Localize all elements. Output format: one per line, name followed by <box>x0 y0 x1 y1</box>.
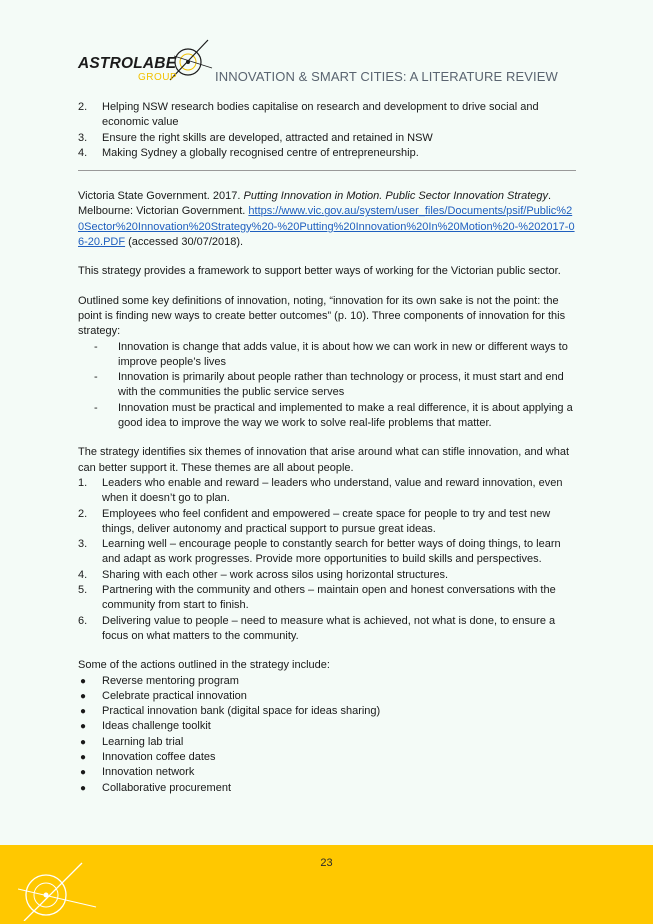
list-dash: - <box>94 401 98 414</box>
paragraph-definitions: Outlined some key definitions of innovation, noting, “innovation for its own sake is not the point: the point is finding new ways to create better outcomes” (p. 10). Three components of innovation for this strategy: <box>78 294 566 338</box>
list-item <box>78 781 578 796</box>
list-number: 2. <box>78 507 88 520</box>
list-item <box>94 370 578 401</box>
list-item <box>78 750 578 765</box>
list-item <box>78 735 578 750</box>
bullet-icon: ● <box>80 736 87 748</box>
list-item <box>78 674 578 689</box>
list-item-text: Making Sydney a globally recognised centre of entrepreneurship. <box>102 146 419 159</box>
list-item <box>94 401 578 432</box>
page-footer <box>0 845 653 924</box>
list-item <box>78 568 578 583</box>
nsw-priorities-list <box>78 100 578 161</box>
list-item-text: Delivering value to people – need to measure what is achieved, not what is done, to ensure a focus on what matters to the community. <box>102 614 556 642</box>
list-item-text: Partnering with the community and others – maintain open and honest conversations with the community from start to finish. <box>102 584 556 612</box>
list-item <box>78 689 578 704</box>
strategy-actions-list <box>78 674 578 796</box>
reference-title: Putting Innovation in Motion. Public Sector Innovation Strategy <box>243 190 549 203</box>
page-number: 23 <box>320 857 333 869</box>
list-item-text: Collaborative procurement <box>102 781 232 794</box>
list-number: 3. <box>78 538 88 551</box>
list-item-text: Innovation is primarily about people rather than technology or process, it must start and end with the communities the public service serves <box>118 371 564 399</box>
bullet-icon: ● <box>80 767 87 779</box>
reference-author: Victoria State Government. 2017. <box>78 190 244 203</box>
list-dash: - <box>94 340 98 353</box>
list-item <box>78 476 578 507</box>
list-number: 4. <box>78 146 88 159</box>
list-item-text: Innovation must be practical and implemented to make a real difference, it is about applying a good idea to improve the way we work to solve real-life problems that matter. <box>118 401 573 430</box>
list-item <box>78 146 578 161</box>
logo-text: ASTROLABE <box>78 55 177 72</box>
list-item <box>78 131 578 146</box>
bullet-icon: ● <box>80 751 87 763</box>
list-number: 3. <box>78 131 88 144</box>
list-item <box>78 765 578 780</box>
bullet-icon: ● <box>80 782 87 794</box>
list-number: 6. <box>78 614 88 627</box>
list-item-text: Learning well – encourage people to constantly search for better ways of doing things, to learn and adapt as work progresses. Provide more opportunities to build skills and perspectives. <box>102 538 561 566</box>
bullet-icon: ● <box>80 690 87 702</box>
list-item-text: Ideas challenge toolkit <box>102 720 211 733</box>
paragraph-framework: This strategy provides a framework to support better ways of working for the Victorian public sector. <box>78 265 561 278</box>
reference-accessed: (accessed 30/07/2018). <box>125 236 244 249</box>
list-item-text: Learning lab trial <box>102 735 184 748</box>
paragraph-actions: Some of the actions outlined in the strategy include: <box>78 659 330 672</box>
document-header-title: INNOVATION & SMART CITIES: A LITERATURE REVIEW <box>215 69 558 84</box>
reference-url-link[interactable]: https://www.vic.gov.au/system/user_files/Documents/psif/Public%20Sector%20Innovation%20Strategy%20-%20Putting%20Innovation%20In%20Motion%20-%202017-06-20.PDF <box>78 205 575 249</box>
list-item <box>78 704 578 719</box>
list-number: 2. <box>78 101 88 113</box>
reference-publisher: . Melbourne: Victorian Government. <box>78 190 552 218</box>
list-item-text: Employees who feel confident and empowered – create space for people to try and test new things, deliver autonomy and practical support to pursue great ideas. <box>102 507 551 535</box>
list-item-text: Practical innovation bank (digital space for ideas sharing) <box>102 705 381 718</box>
list-number: 5. <box>78 584 88 597</box>
document-body <box>78 100 578 796</box>
innovation-themes-list <box>78 476 578 644</box>
list-item <box>94 340 578 371</box>
reference-citation <box>78 189 578 250</box>
list-item-text: Helping NSW research bodies capitalise on research and development to drive social and economic value <box>102 101 539 129</box>
list-item <box>78 583 578 614</box>
list-item <box>78 614 578 645</box>
list-item-text: Innovation is change that adds value, it is about how we can work in new or different ways to improve people’s lives <box>118 340 568 368</box>
paragraph-themes: The strategy identifies six themes of innovation that arise around what can stifle innovation, and what can better support it. These themes are all about people. <box>78 446 570 474</box>
list-item <box>78 719 578 734</box>
innovation-components-list <box>94 340 578 432</box>
list-item-text: Celebrate practical innovation <box>102 689 247 702</box>
list-item-text: Leaders who enable and reward – leaders who understand, value and reward innovation, even when it doesn’t go to plan. <box>102 476 563 505</box>
astrolabe-logo <box>78 38 213 88</box>
section-divider <box>78 170 576 171</box>
bullet-icon: ● <box>80 706 87 718</box>
list-number: 1. <box>78 476 88 489</box>
logo-subtext: GROUP <box>138 72 178 83</box>
list-item-text: Ensure the right skills are developed, attracted and retained in NSW <box>102 131 433 144</box>
list-item <box>78 507 578 538</box>
list-item-text: Innovation network <box>102 766 195 779</box>
list-item <box>78 537 578 568</box>
bullet-icon: ● <box>80 721 87 733</box>
list-item-text: Innovation coffee dates <box>102 750 216 763</box>
list-item <box>78 100 578 131</box>
list-item-text: Sharing with each other – work across silos using horizontal structures. <box>102 568 449 581</box>
list-dash: - <box>94 371 98 384</box>
list-item-text: Reverse mentoring program <box>102 674 239 687</box>
list-number: 4. <box>78 568 88 581</box>
bullet-icon: ● <box>80 675 87 687</box>
